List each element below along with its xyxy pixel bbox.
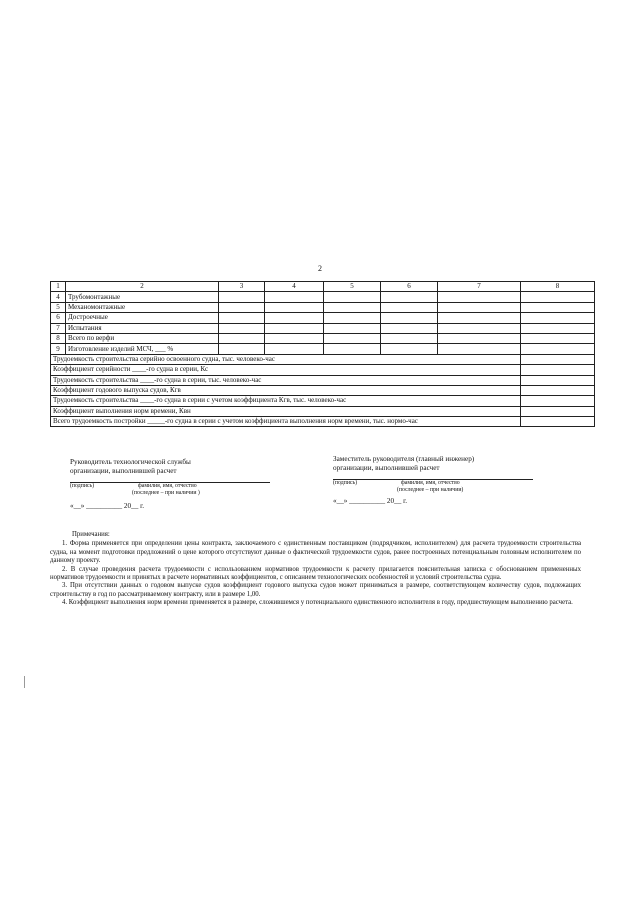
value-cell <box>265 313 324 323</box>
note-item-1: 1. Форма применяется при определении цены контракта, заключаемого с единственным поставщиком (подрядчиком, исполнителем) для расчета трудоемкости строительства судна, на момент подготовки предложений о цене которого отсутствуют данные о фактической трудоемкости судов, ранее построенных потенциальным головным исполнителем по данному проекту. <box>50 540 581 565</box>
value-cell <box>265 323 324 333</box>
right-name-label-note: (последнее – при наличии) <box>397 487 464 493</box>
value-cell <box>219 333 265 343</box>
column-header: 4 <box>265 282 324 292</box>
note-item-4: 4. Коэффициент выполнения норм времени применяется в размере, сложившемся у потенциального единственного исполнителя в году, предшествующем выполнению расчета. <box>62 599 573 607</box>
value-cell <box>381 313 438 323</box>
table-row <box>51 323 595 333</box>
row-label: Трубомонтажные <box>66 292 219 302</box>
table-row <box>51 292 595 302</box>
value-cell <box>521 344 595 354</box>
value-cell <box>438 292 521 302</box>
value-cell <box>381 292 438 302</box>
value-cell <box>219 313 265 323</box>
right-sign-label: (подпись) <box>333 480 358 486</box>
value-cell <box>219 344 265 354</box>
summary-label: Коэффициент выполнения норм времени, Квн <box>51 406 521 416</box>
value-cell <box>521 292 595 302</box>
value-cell <box>324 302 381 312</box>
summary-row <box>51 365 595 375</box>
summary-row <box>51 406 595 416</box>
summary-row <box>51 396 595 406</box>
value-cell <box>324 323 381 333</box>
right-signer-title: Заместитель руководителя (главный инженер) <box>333 455 475 463</box>
summary-label: Коэффициент годового выпуска судов, Кгв <box>51 385 521 395</box>
summary-value-cell <box>521 354 595 364</box>
value-cell <box>438 302 521 312</box>
summary-label: Всего трудоемкость постройки _____-го судна в серии с учетом коэффициента выполнения норм времени, тыс. нормо-час <box>51 417 521 427</box>
summary-row <box>51 375 595 385</box>
value-cell <box>381 323 438 333</box>
value-cell <box>219 292 265 302</box>
page-number: 2 <box>318 264 322 273</box>
value-cell <box>324 344 381 354</box>
value-cell <box>381 333 438 343</box>
value-cell <box>324 292 381 302</box>
summary-value-cell <box>521 417 595 427</box>
column-header: 5 <box>324 282 381 292</box>
value-cell <box>521 313 595 323</box>
summary-label: Трудоемкость строительства серийно освоенного судна, тыс. человеко-час <box>51 354 521 364</box>
summary-label: Трудоемкость строительства ____-го судна в серии, тыс. человеко-час <box>51 375 521 385</box>
note-item-3: 3. При отсутствии данных о годовом выпуске судов коэффициент годового выпуска судов может приниматься в размере, соответствующем количеству судов, подлежащих строительству в год по рассматриваемому контракту, или в размере 1,00. <box>50 582 581 598</box>
row-number: 7 <box>51 323 66 333</box>
value-cell <box>438 313 521 323</box>
notes-section <box>50 531 581 608</box>
value-cell <box>324 313 381 323</box>
row-label: Испытания <box>66 323 219 333</box>
value-cell <box>219 302 265 312</box>
right-signature-block <box>333 455 533 506</box>
left-date: «__» __________ 20__ г. <box>70 502 145 510</box>
table-header-row <box>51 282 595 292</box>
summary-value-cell <box>521 375 595 385</box>
row-number: 5 <box>51 302 66 312</box>
summary-value-cell <box>521 406 595 416</box>
value-cell <box>438 323 521 333</box>
summary-row <box>51 417 595 427</box>
row-label: Всего по верфи <box>66 333 219 343</box>
summary-value-cell <box>521 396 595 406</box>
value-cell <box>265 333 324 343</box>
value-cell <box>381 344 438 354</box>
right-date: «__» __________ 20__ г. <box>333 497 408 505</box>
note-item-2: 2. В случае проведения расчета трудоемкости с использованием нормативов трудоемкости к расчету прилагается пояснительная записка с обоснованием примененных нормативов трудоемкости и принятых в расчете нормативных коэффициентов, с описанием технологических особенностей и условий строительства судна. <box>50 565 581 582</box>
row-number: 4 <box>51 292 66 302</box>
value-cell <box>521 333 595 343</box>
summary-label: Коэффициент серийности ____-го судна в серии, Кс <box>51 365 521 375</box>
column-header: 2 <box>66 282 219 292</box>
left-signer-title: Руководитель технологической службы <box>70 458 191 466</box>
table-row <box>51 313 595 323</box>
column-header: 1 <box>51 282 66 292</box>
notes-title: Примечания: <box>72 531 110 538</box>
left-signature-block <box>70 458 270 511</box>
right-name-label: фамилия, имя, отчество <box>401 480 460 486</box>
value-cell <box>219 323 265 333</box>
row-number: 6 <box>51 313 66 323</box>
right-signer-org: организации, выполнившей расчет <box>333 464 440 472</box>
value-cell <box>438 344 521 354</box>
row-number: 9 <box>51 344 66 354</box>
left-name-label-note: (последнее – при наличии ) <box>132 490 200 496</box>
scan-mark <box>24 676 25 688</box>
column-header: 8 <box>521 282 595 292</box>
column-header: 6 <box>381 282 438 292</box>
table-row <box>51 333 595 343</box>
row-label: Механомонтажные <box>66 302 219 312</box>
table-row <box>51 302 595 312</box>
value-cell <box>265 344 324 354</box>
summary-row <box>51 354 595 364</box>
row-label: Изготовление изделий МСЧ, ___ % <box>66 344 219 354</box>
summary-value-cell <box>521 385 595 395</box>
value-cell <box>521 302 595 312</box>
summary-value-cell <box>521 365 595 375</box>
value-cell <box>521 323 595 333</box>
value-cell <box>265 302 324 312</box>
value-cell <box>381 302 438 312</box>
value-cell <box>438 333 521 343</box>
table-row <box>51 344 595 354</box>
value-cell <box>265 292 324 302</box>
labor-intensity-table <box>50 281 595 427</box>
left-signer-org: организации, выполнившей расчет <box>70 467 177 475</box>
value-cell <box>324 333 381 343</box>
left-sign-label: (подпись) <box>70 483 95 489</box>
row-number: 8 <box>51 333 66 343</box>
left-name-label: фамилия, имя, отчество <box>138 483 197 489</box>
column-header: 7 <box>438 282 521 292</box>
column-header: 3 <box>219 282 265 292</box>
summary-label: Трудоемкость строительства ____-го судна в серии с учетом коэффициента Кгв, тыс. человеко-час <box>51 396 521 406</box>
row-label: Достроечные <box>66 313 219 323</box>
summary-row <box>51 385 595 395</box>
